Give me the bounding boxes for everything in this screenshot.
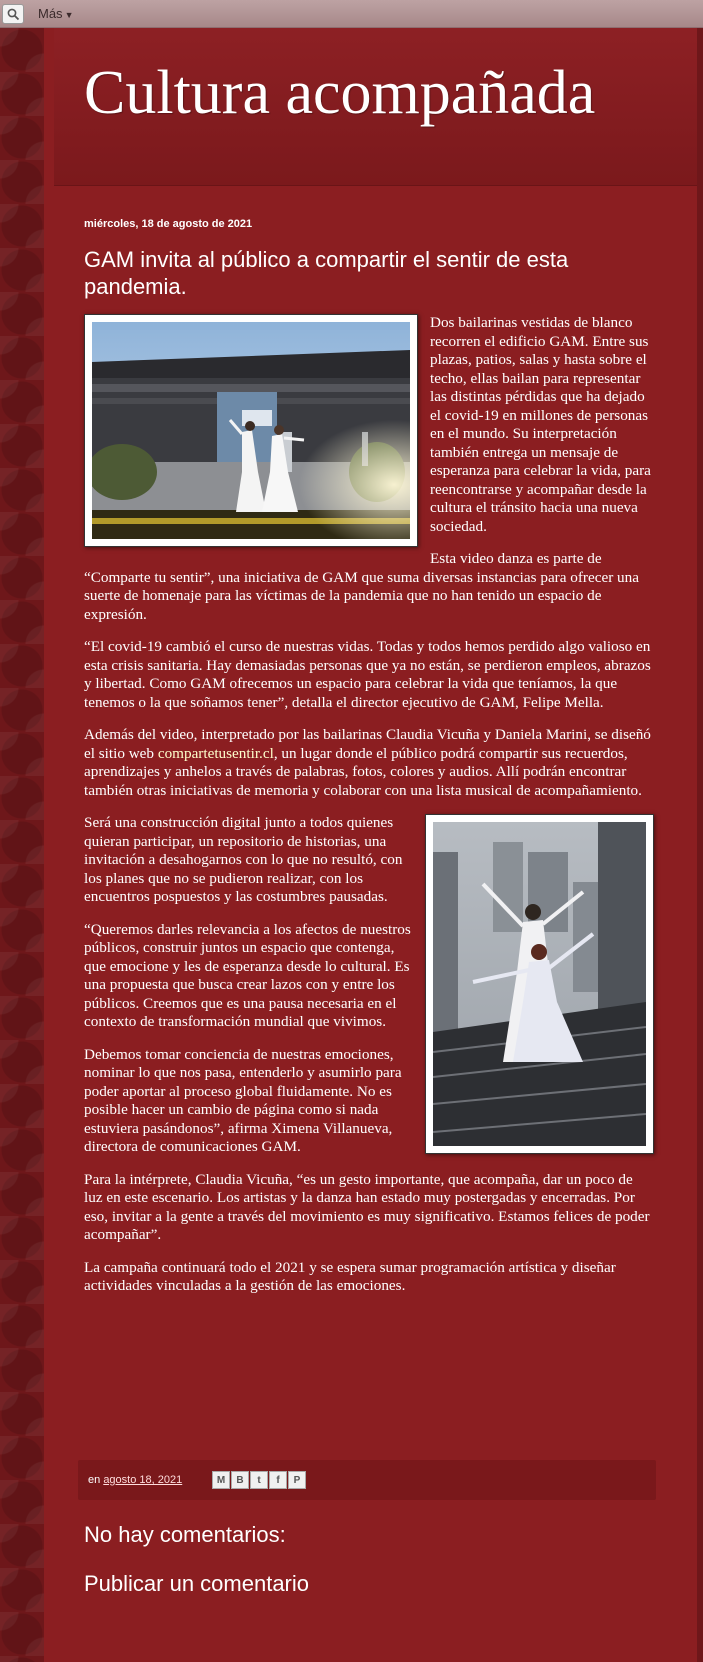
search-icon bbox=[7, 8, 20, 21]
paragraph-6: “Queremos darles relevancia a los afectos de nuestros públicos, construir juntos un espacio que contenga, que emocione y les de esperanza desde lo cultural. Es una propuesta que busca crear lazos con y entre los públicos. Creemos que es una pausa necesaria en el contexto de transformación mundial que vivimos. bbox=[84, 920, 411, 1030]
post-timestamp-link[interactable]: agosto 18, 2021 bbox=[103, 1474, 183, 1486]
post-image-rooftop-dancers[interactable] bbox=[425, 814, 654, 1154]
comments-heading: No hay comentarios: bbox=[84, 1522, 286, 1547]
post-timestamp bbox=[88, 1474, 182, 1486]
blogger-icon[interactable]: B bbox=[231, 1471, 249, 1489]
photo-dancers-rooftop bbox=[433, 822, 646, 1146]
post-footer bbox=[78, 1460, 656, 1500]
post-date: miércoles, 18 de agosto de 2021 bbox=[84, 218, 253, 230]
post-body bbox=[84, 314, 654, 1310]
paragraph-7: Debemos tomar conciencia de nuestras emociones, nominar lo que nos pasa, entenderlo y asumirlo para poder aportar al proceso global fluidamente. No es posible hacer un cambio de página como si nada estuviera pasándonos”, afirma Ximena Villanueva, directora de comunicaciones GAM. bbox=[84, 1045, 402, 1155]
paragraph-8: Para la intérprete, Claudia Vicuña, “es un gesto importante, que acompaña, dar un poco de luz en este escenario. Los artistas y la danza han estado muy postergadas y encerradas. Por eso, invitar a la gente a través del movimiento es muy significativo. Estamos felices de poder acompañar”. bbox=[84, 1170, 650, 1243]
share-buttons bbox=[212, 1471, 307, 1489]
blog-header bbox=[54, 28, 697, 186]
paragraph-1: Dos bailarinas vestidas de blanco recorren el edificio GAM. Entre sus plazas, patios, salas y hasta sobre el techo, ellas bailan para representar las distintas pérdidas que ha dejado el covid-19 en millones de personas en el mundo. Su interpretación también entrega un mensaje de esperanza para celebrar la vida, para reencontrarse y acompañar desde la cultura el tránsito hacia una nueva sociedad. bbox=[430, 314, 651, 535]
posted-prefix: en bbox=[88, 1474, 101, 1486]
paragraph-4 bbox=[84, 726, 654, 800]
email-icon[interactable]: M bbox=[212, 1471, 230, 1489]
paragraph-4-start: Además del video, interpretado por las bailarinas Claudia Vicuña y Daniela Marini, se diseñó el sitio web bbox=[84, 726, 651, 762]
paragraph-2: Esta video danza es parte de “Comparte tu sentir”, una iniciativa de GAM que suma diversas instancias para ofrecer una suerte de homenaje para las víctimas de la pandemia que no han tenido un espacio de expresión. bbox=[84, 550, 639, 623]
search-button[interactable] bbox=[2, 4, 24, 24]
compartetusentir-link[interactable]: compartetusentir.cl bbox=[157, 744, 274, 762]
post-image-gam-building[interactable] bbox=[84, 314, 418, 547]
paragraph-3: “El covid-19 cambió el curso de nuestras vidas. Todas y todos hemos perdido algo valioso en esta crisis sanitaria. Hay demasiadas personas que ya no están, se perdieron empleos, abrazos y libertad. Como GAM ofrecemos un espacio para celebrar la vida que teníamos, la que tenemos o la que soñamos tener”, detalla el director ejecutivo de GAM, Felipe Mella. bbox=[84, 638, 651, 711]
blog-title[interactable]: Cultura acompañada bbox=[84, 59, 596, 127]
post-title: GAM invita al público a compartir el sentir de esta pandemia. bbox=[84, 247, 569, 299]
chevron-down-icon: ▼ bbox=[64, 10, 74, 20]
publish-comment-heading: Publicar un comentario bbox=[84, 1571, 310, 1596]
blogger-navbar bbox=[0, 0, 703, 28]
photo-dancers-gam bbox=[92, 322, 410, 539]
more-menu-label: Más bbox=[38, 6, 63, 21]
more-menu[interactable] bbox=[38, 6, 73, 21]
right-decoration bbox=[697, 28, 703, 1662]
pinterest-icon[interactable]: P bbox=[288, 1471, 306, 1489]
left-decoration bbox=[0, 28, 44, 1662]
main-column bbox=[44, 28, 697, 1662]
twitter-icon[interactable]: t bbox=[250, 1471, 268, 1489]
paragraph-9: La campaña continuará todo el 2021 y se espera sumar programación artística y diseñar actividades vinculadas a la gestión de las emociones. bbox=[84, 1258, 616, 1294]
facebook-icon[interactable]: f bbox=[269, 1471, 287, 1489]
paragraph-4-end: , un lugar donde el público podrá compartir sus recuerdos, aprendizajes y anhelos a través de palabras, fotos, colores y audios. Allí podrán encontrar también otras iniciativas de memoria y colaborar con una lista musical de acompañamiento. bbox=[84, 744, 642, 799]
paragraph-5: Será una construcción digital junto a todos quienes quieran participar, un repositorio de historias, una invitación a desahogarnos con lo que no resultó, con los planes que no se pudieron realizar, con los encuentros pospuestos y las costumbres pausadas. bbox=[84, 814, 403, 905]
